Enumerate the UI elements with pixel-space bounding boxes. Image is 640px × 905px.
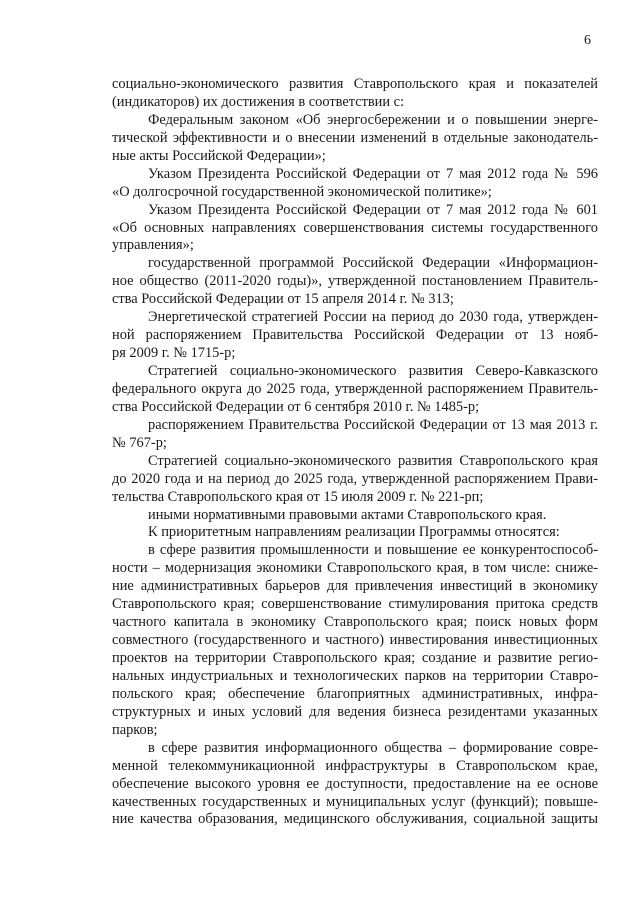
text-line: «Об основных направлениях совершенствования системы государственного [112, 219, 598, 236]
text-line: федерального округа до 2025 года, утвержденной распоряжением Правитель- [112, 380, 598, 397]
text-line: структурных и иных условий для ведения бизнеса резидентами указанных [112, 703, 598, 720]
text-line: управления»; [112, 237, 194, 254]
text-line: Стратегией социально-экономического развития Ставропольского края [148, 452, 598, 469]
page-number: 6 [584, 33, 591, 48]
text-line: государственной программой Российской Федерации «Информацион- [148, 255, 598, 272]
text-line: «О долгосрочной государственной экономической политике»; [112, 183, 492, 200]
text-line: ства Российской Федерации от 6 сентября 2010 г. № 1485-р; [112, 398, 480, 415]
text-line: тической эффективности и о внесении изменений в отдельные законодатель- [112, 129, 598, 146]
text-line: в сфере развития информационного общества – формирование совре- [148, 739, 598, 756]
text-line: К приоритетным направлениям реализации Программы относятся: [148, 524, 560, 541]
text-line: Энергетической стратегией России на период до 2030 года, утвержден- [148, 309, 598, 326]
text-line: обеспечение высокого уровня ее доступности, предоставление на ее основе [112, 775, 598, 792]
text-line: № 767-р; [112, 434, 167, 451]
text-line: Ставропольского края; совершенствование стимулирования притока средств [112, 596, 598, 613]
text-line: в сфере развития промышленности и повышение ее конкурентоспособ- [148, 542, 598, 559]
text-line: Федеральным законом «Об энергосбережении и о повышении энерге- [148, 111, 598, 128]
text-line: Стратегией социально-экономического развития Северо-Кавказского [148, 363, 598, 379]
text-line: (индикаторов) их достижения в соответствии с: [112, 93, 405, 110]
text-line: менной телекоммуникационной инфраструктуры в Ставропольском крае, [112, 757, 598, 774]
text-line: иными нормативными правовыми актами Ставропольского края. [148, 506, 547, 523]
text-line: ное общество (2011-2020 годы)», утвержденной постановлением Правитель- [112, 273, 598, 290]
text-line: до 2020 года и на период до 2025 года, утвержденной распоряжением Прави- [112, 470, 598, 487]
text-line: ности – модернизация экономики Ставропольского края, в том числе: сниже- [112, 560, 598, 577]
text-line: совместного (государственного и частного) инвестирования инвестиционных [112, 632, 598, 649]
text-line: Указом Президента Российской Федерации от 7 мая 2012 года № 596 [148, 165, 598, 182]
text-line: нальных индустриальных и технологических парков на территории Ставро- [112, 667, 598, 684]
text-line: ря 2009 г. № 1715-р; [112, 345, 236, 362]
body-text [112, 76, 598, 829]
text-line: парков; [112, 721, 158, 738]
text-line: тельства Ставропольского края от 15 июля 2009 г. № 221-рп; [112, 488, 484, 505]
text-line: ной распоряжением Правительства Российской Федерации от 13 нояб- [112, 327, 598, 344]
text-line: Указом Президента Российской Федерации от 7 мая 2012 года № 601 [148, 201, 598, 218]
text-line: качественных государственных и муниципальных услуг (функций); повыше- [112, 793, 598, 810]
text-line: социально-экономического развития Ставропольского края и показателей [112, 76, 598, 92]
text-line: распоряжением Правительства Российской Федерации от 13 мая 2013 г. [148, 416, 598, 433]
text-line: ства Российской Федерации от 15 апреля 2014 г. № 313; [112, 291, 454, 308]
text-line: ные акты Российской Федерации»; [112, 147, 326, 164]
text-line: ние качества образования, медицинского обслуживания, социальной защиты [112, 811, 598, 828]
text-line: ние административных барьеров для привлечения инвестиций в экономику [112, 578, 598, 595]
text-line: частного капитала в экономику Ставропольского края; поиск новых форм [112, 614, 598, 631]
text-line: польского края; обеспечение благоприятных административных, инфра- [112, 685, 598, 702]
text-line: проектов на территории Ставропольского края; создание и развитие регио- [112, 650, 598, 666]
